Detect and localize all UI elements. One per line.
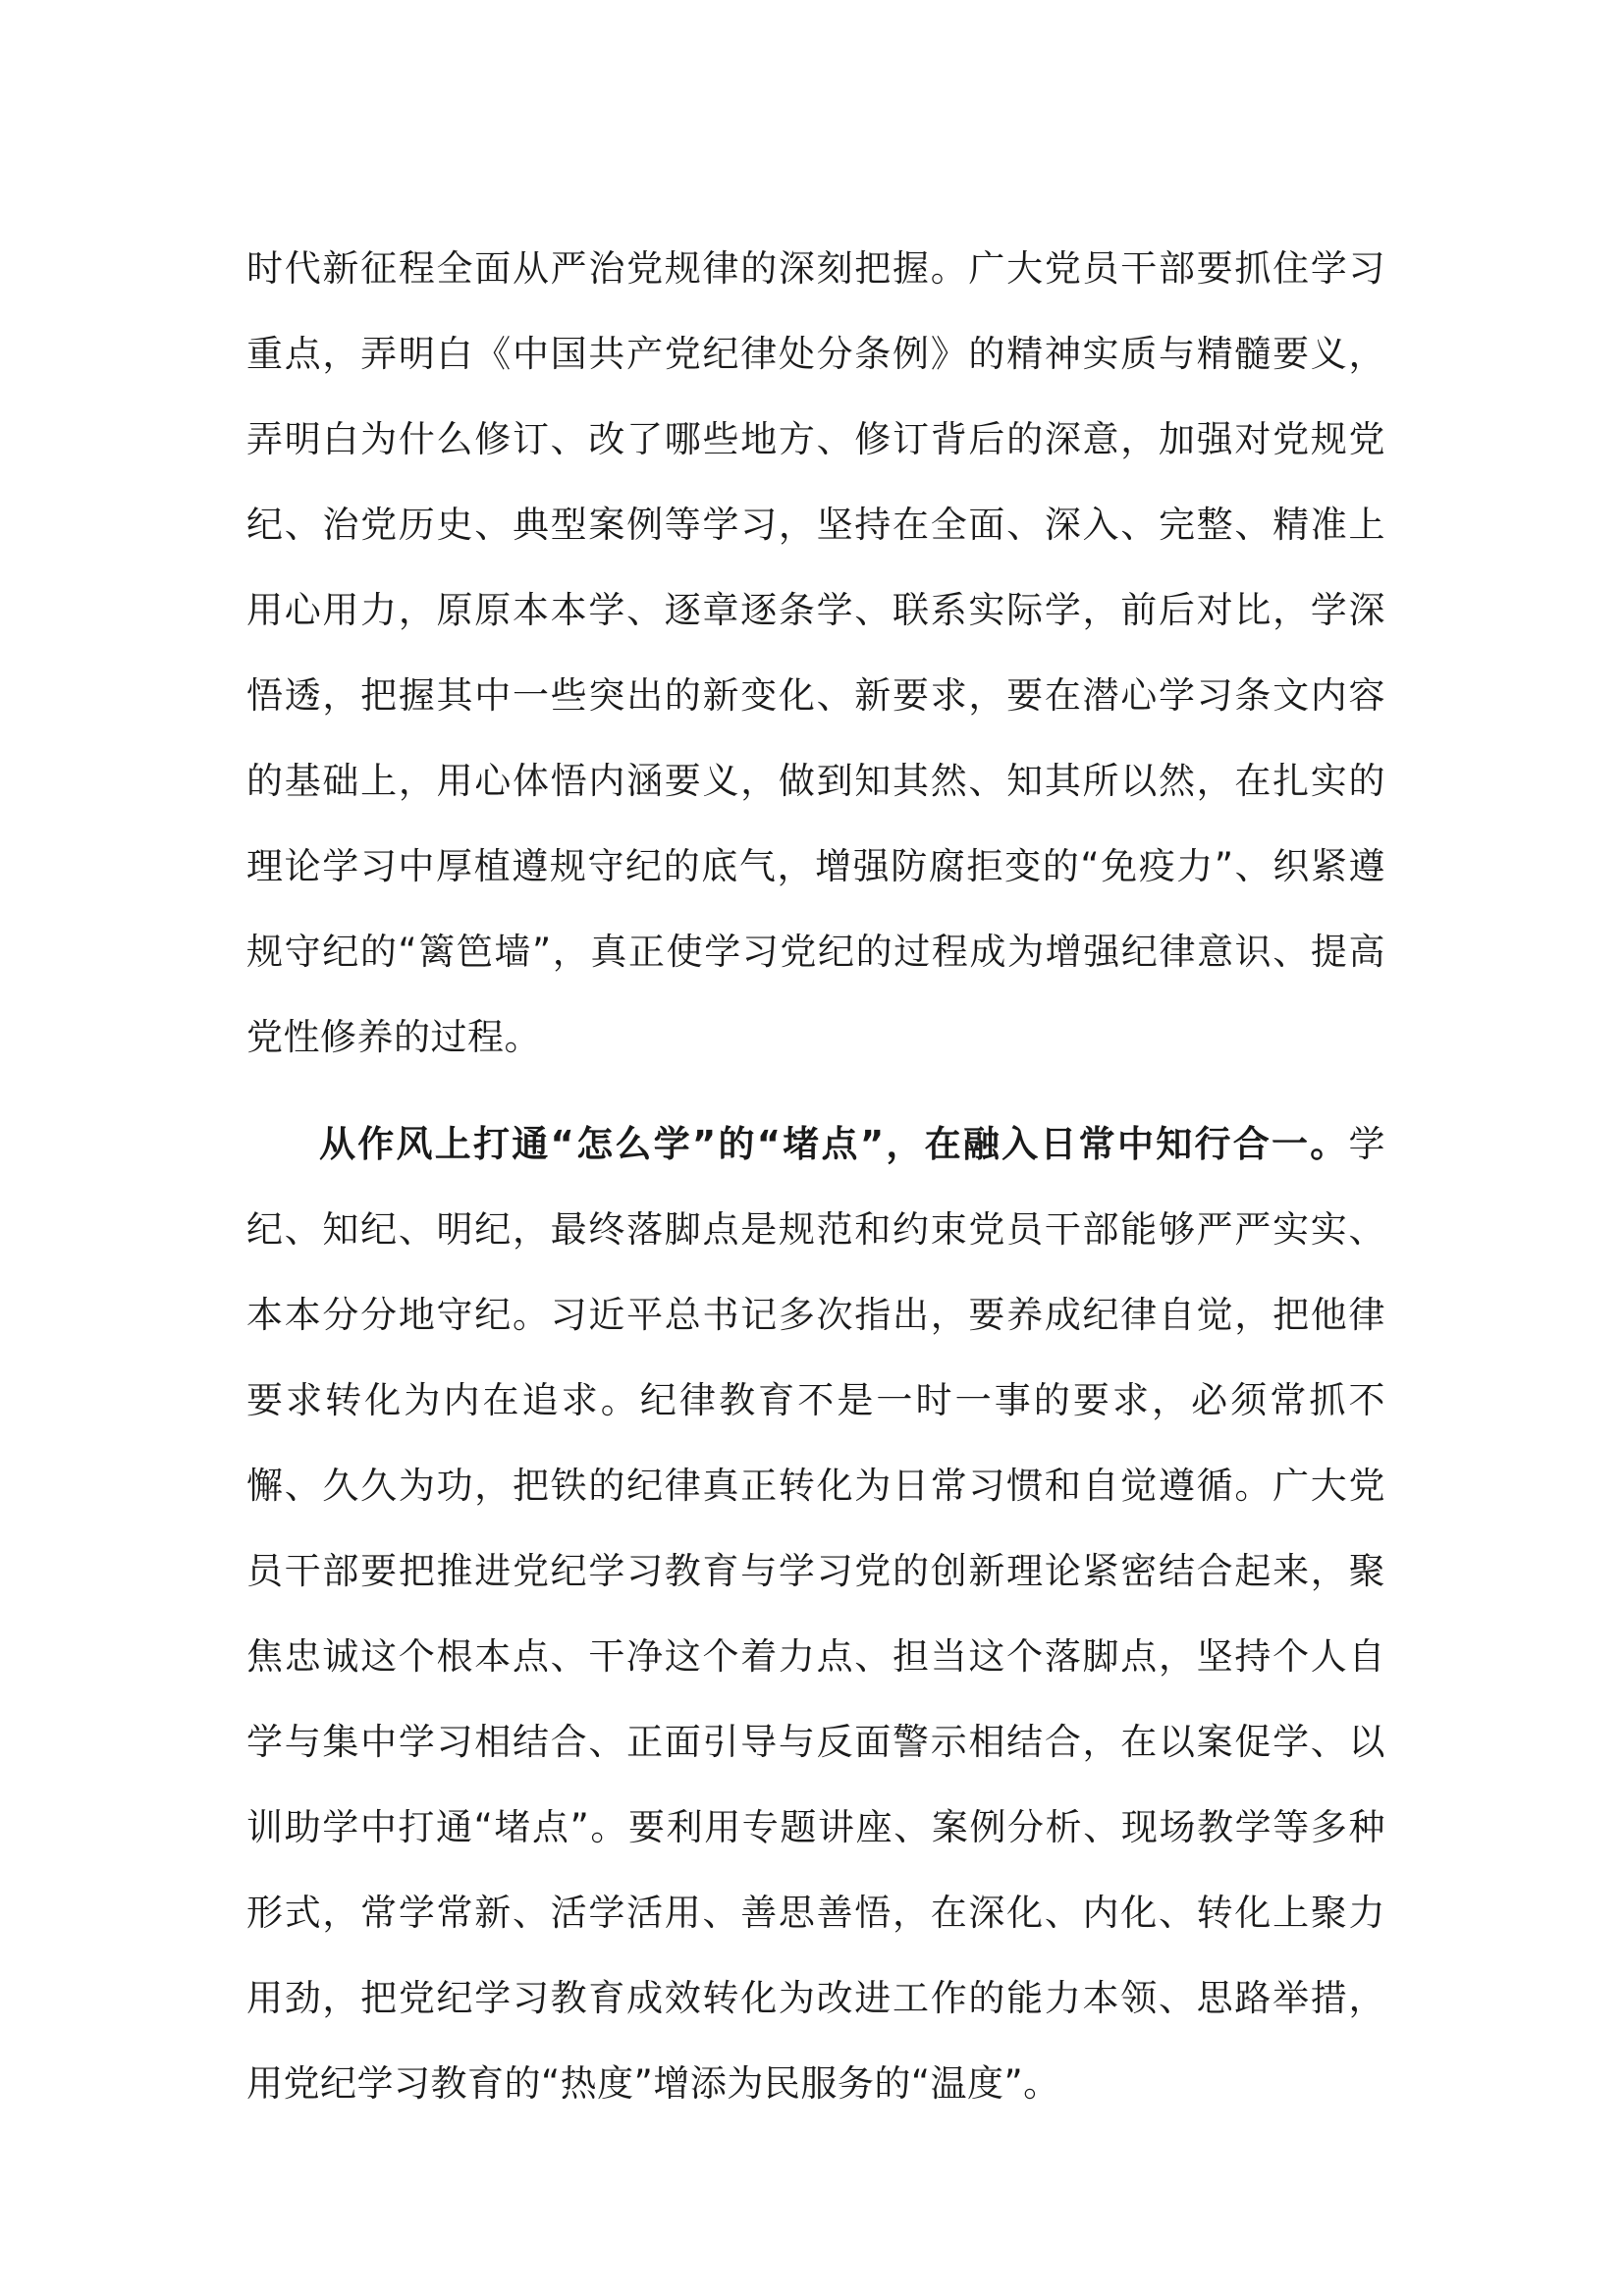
paragraph-1	[246, 226, 1385, 1080]
paragraph-2-text: 学纪、知纪、明纪，最终落脚点是规范和约束党员干部能够严严实实、本本分分地守纪。习近平总书记多次指出，要养成纪律自觉，把他律要求转化为内在追求。纪律教育不是一时一事的要求，必须常抓不懈、久久为功，把铁的纪律真正转化为日常习惯和自觉遵循。广大党员干部要把推进党纪学习教育与学习党的创新理论紧密结合起来，聚焦忠诚这个根本点、干净这个着力点、担当这个落脚点，坚持个人自学与集中学习相结合、正面引导与反面警示相结合，在以案促学、以训助学中打通“堵点”。要利用专题讲座、案例分析、现场教学等多种形式，常学常新、活学活用、善思善悟，在深化、内化、转化上聚力用劲，把党纪学习教育成效转化为改进工作的能力本领、思路举措，用党纪学习教育的“热度”增添为民服务的“温度”。	[246, 1123, 1385, 2105]
paragraph-2	[246, 1101, 1385, 2126]
paragraph-2-lead-heading: 从作风上打通“怎么学”的“堵点”，在融入日常中知行合一。	[319, 1123, 1349, 1165]
document-body	[246, 226, 1385, 2126]
paragraph-1-text: 时代新征程全面从严治党规律的深刻把握。广大党员干部要抓住学习重点，弄明白《中国共产党纪律处分条例》的精神实质与精髓要义，弄明白为什么修订、改了哪些地方、修订背后的深意，加强对党规党纪、治党历史、典型案例等学习，坚持在全面、深入、完整、精准上用心用力，原原本本学、逐章逐条学、联系实际学，前后对比，学深悟透，把握其中一些突出的新变化、新要求，要在潜心学习条文内容的基础上，用心体悟内涵要义，做到知其然、知其所以然，在扎实的理论学习中厚植遵规守纪的底气，增强防腐拒变的“免疫力”、织紧遵规守纪的“篱笆墙”，真正使学习党纪的过程成为增强纪律意识、提高党性修养的过程。	[246, 247, 1385, 1058]
